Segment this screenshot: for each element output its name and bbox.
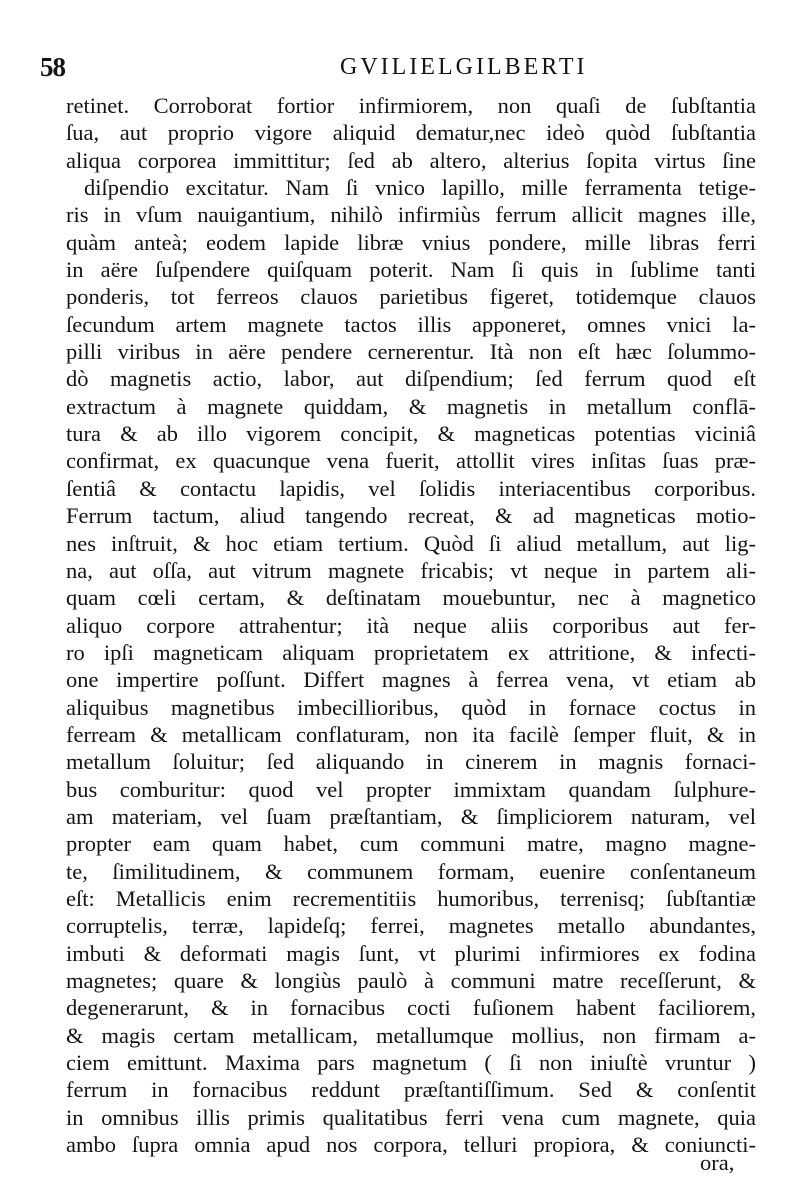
text-line: pilli viribus in aëre pendere cernerentur. Ità non eſt hæc ſolummo- [66,339,756,365]
text-line: quàm anteà; eodem lapide libræ vnius pondere, mille libras ferri [66,229,756,255]
text-line: ro ipſi magneticam aliquam proprietatem ex attritione, & infecti- [66,639,756,665]
text-line: aliquibus magnetibus imbecillioribus, quòd in fornace coctus in [66,694,756,720]
text-line: propter eam quam habet, cum communi matre, magno magne- [66,831,756,857]
text-line: nes inſtruit, & hoc etiam tertium. Quòd ſi aliud metallum, aut lig- [66,530,756,556]
running-title: GVILIELGILBERTI [340,54,588,80]
text-line: ciem emittunt. Maxima pars magnetum ( ſi non iniuſtè vruntur ) [66,1050,756,1076]
text-line: one impertire poſſunt. Differt magnes à ferrea vena, vt etiam ab [66,667,756,693]
text-line: ponderis, tot ferreos clauos parietibus figeret, totidemque clauos [66,284,756,310]
text-line: Ferrum tactum, aliud tangendo recreat, & ad magneticas motio- [66,503,756,529]
text-line: ferrum in fornacibus reddunt præſtantiſſimum. Sed & conſentit [66,1077,756,1103]
body-text [66,92,756,1158]
text-line: ſentiâ & contactu lapidis, vel ſolidis interiacentibus corporibus. [66,475,756,501]
catchword: ora, [700,1150,735,1175]
text-line: degenerarunt, & in fornacibus cocti fuſionem habent faciliorem, [66,995,756,1021]
text-line: in aëre ſuſpendere quiſquam poterit. Nam ſi quis in ſublime tanti [66,257,756,283]
text-line: tura & ab illo vigorem concipit, & magneticas potentias viciniâ [66,421,756,447]
text-line: & magis certam metallicam, metallumque mollius, non firmam a- [66,1022,756,1048]
text-line: ſua, aut proprio vigore aliquid dematur,nec ideò quòd ſubſtantia [66,120,756,146]
text-line: te, ſimilitudinem, & communem formam, euenire conſentaneum [66,858,756,884]
text-line: eſt: Metallicis enim recrementitiis humoribus, terrenisq; ſubſtantiæ [66,885,756,911]
text-line: aliquo corpore attrahentur; ità neque aliis corporibus aut fer- [66,612,756,638]
text-line: ferream & metallicam conflaturam, non ita facilè ſemper fluit, & in [66,721,756,747]
page-number: 58 [40,52,65,82]
text-line: am materiam, vel ſuam præſtantiam, & ſimpliciorem naturam, vel [66,803,756,829]
text-line: extractum à magnete quiddam, & magnetis in metallum conflā- [66,393,756,419]
text-line: imbuti & deformati magis ſunt, vt plurimi infirmiores ex fodina [66,940,756,966]
text-line: confirmat, ex quacunque vena fuerit, attollit vires inſitas ſuas præ- [66,448,756,474]
text-line: magnetes; quare & longiùs paulò à communi matre receſſerunt, & [66,968,756,993]
text-line: bus comburitur: quod vel propter immixtam quandam ſulphure- [66,776,756,802]
text-line: ſecundum artem magnete tactos illis apponeret, omnes vnici la- [66,311,756,337]
text-line: dò magnetis actio, labor, aut diſpendium; ſed ferrum quod eſt [66,366,756,392]
running-head [30,48,730,88]
text-line: quam cœli certam, & deſtinatam mouebuntur, nec à magnetico [66,585,756,611]
text-line: ris in vſum nauigantium, nihilò infirmiùs ferrum allicit magnes ille, [66,202,756,228]
text-line: ambo ſupra omnia apud nos corpora, telluri propiora, & coniuncti- [66,1132,756,1158]
text-line: diſpendio excitatur. Nam ſi vnico lapillo, mille ferramenta tetige- [84,175,756,201]
text-line: retinet. Corroborat fortior infirmiorem, non quaſi de ſubſtantia [66,93,756,118]
text-line: aliqua corporea immittitur; ſed ab altero, alterius ſopita virtus ſine [66,147,756,173]
text-line: metallum ſoluitur; ſed aliquando in cinerem in magnis fornaci- [66,749,756,775]
text-line: na, aut oſſa, aut vitrum magnete fricabis; vt neque in partem ali- [66,557,756,583]
text-line: in omnibus illis primis qualitatibus ferri vena cum magnete, quia [66,1104,756,1130]
text-line: corruptelis, terræ, lapideſq; ferrei, magnetes metallo abundantes, [66,913,756,939]
